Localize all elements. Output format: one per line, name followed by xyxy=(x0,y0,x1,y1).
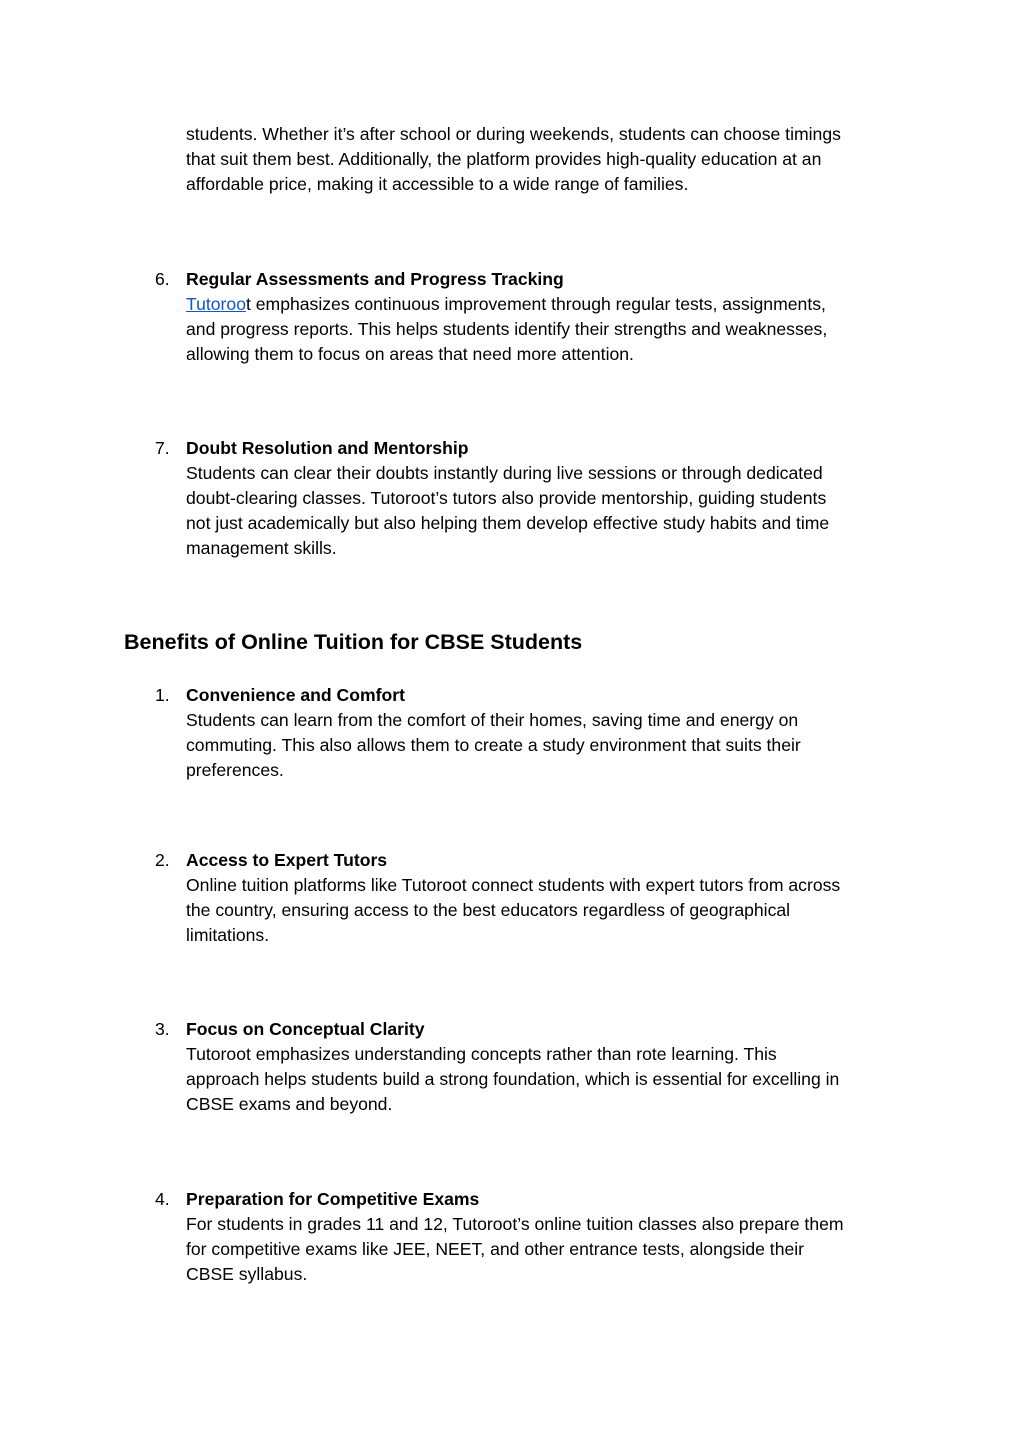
list-item-title: Doubt Resolution and Mentorship xyxy=(186,438,469,458)
list-item-line: Tutoroot emphasizes understanding concepts rather than rote learning. This xyxy=(186,1044,777,1064)
list-item-line: management skills. xyxy=(186,538,337,558)
list-item-line: the country, ensuring access to the best educators regardless of geographical xyxy=(186,900,791,920)
list-item-text xyxy=(186,292,906,317)
list-number: 7. xyxy=(155,438,170,458)
list-item-title: Focus on Conceptual Clarity xyxy=(186,1019,425,1039)
list-number: 1. xyxy=(155,685,170,705)
intro-line: students. Whether it’s after school or during weekends, students can choose timings xyxy=(186,124,841,144)
list-item-line: for competitive exams like JEE, NEET, and other entrance tests, alongside their xyxy=(186,1239,805,1259)
list-item-title: Preparation for Competitive Exams xyxy=(186,1189,480,1209)
list-number: 3. xyxy=(155,1019,170,1039)
tutoroot-link[interactable]: Tutoroo xyxy=(186,294,246,314)
list-item-line: Students can clear their doubts instantly during live sessions or through dedicated xyxy=(186,463,823,483)
list-number: 2. xyxy=(155,850,170,870)
list-item-line: commuting. This also allows them to create a study environment that suits their xyxy=(186,735,801,755)
list-item-line: limitations. xyxy=(186,925,270,945)
list-item-title: Access to Expert Tutors xyxy=(186,850,388,870)
list-number: 4. xyxy=(155,1189,170,1209)
list-item-line: Online tuition platforms like Tutoroot connect students with expert tutors from across xyxy=(186,875,841,895)
list-item-line: t emphasizes continuous improvement through regular tests, assignments, xyxy=(245,294,826,314)
intro-line: that suit them best. Additionally, the platform provides high-quality education at an xyxy=(186,149,822,169)
list-item-line: CBSE syllabus. xyxy=(186,1264,308,1284)
list-item-line: CBSE exams and beyond. xyxy=(186,1094,393,1114)
list-item-body xyxy=(186,1187,906,1287)
list-item-line: preferences. xyxy=(186,760,284,780)
list-item-line: doubt-clearing classes. Tutoroot’s tutors also provide mentorship, guiding students xyxy=(186,488,827,508)
list-item-body xyxy=(186,267,906,367)
list-item-line: approach helps students build a strong foundation, which is essential for excelling in xyxy=(186,1069,840,1089)
intro-line: affordable price, making it accessible to a wide range of families. xyxy=(186,174,689,194)
list-item-body xyxy=(186,436,906,561)
list-item-line: not just academically but also helping them develop effective study habits and time xyxy=(186,513,830,533)
list-item-line: For students in grades 11 and 12, Tutoroot’s online tuition classes also prepare them xyxy=(186,1214,844,1234)
list-item-body xyxy=(186,848,906,948)
list-number: 6. xyxy=(155,269,170,289)
list-item-body xyxy=(186,1017,906,1117)
list-item-title: Regular Assessments and Progress Tracking xyxy=(186,269,564,289)
list-item-title: Convenience and Comfort xyxy=(186,685,405,705)
section-heading: Benefits of Online Tuition for CBSE Students xyxy=(124,630,583,654)
list-item-line: allowing them to focus on areas that need more attention. xyxy=(186,344,634,364)
list-item-line: and progress reports. This helps students identify their strengths and weaknesses, xyxy=(186,319,828,339)
intro-paragraph xyxy=(186,122,906,197)
list-item-line: Students can learn from the comfort of their homes, saving time and energy on xyxy=(186,710,799,730)
list-item-body xyxy=(186,683,906,783)
